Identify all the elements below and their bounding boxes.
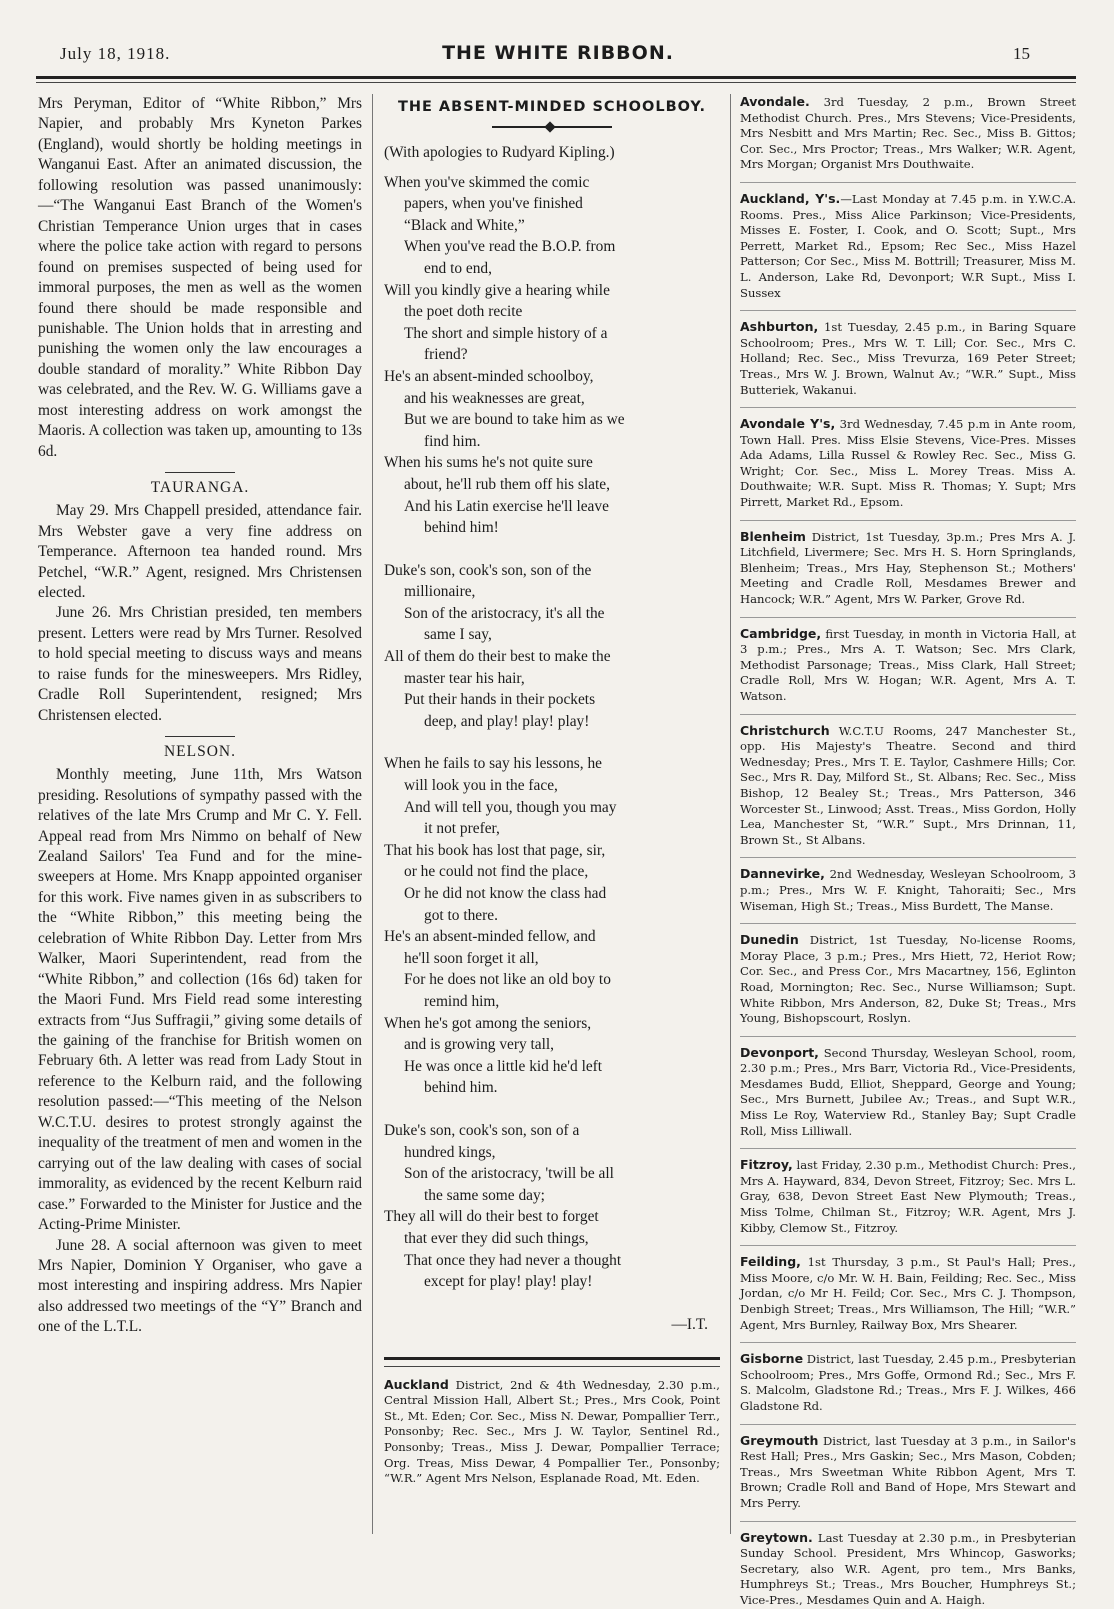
entry-divider: [740, 310, 1076, 311]
entry-divider: [740, 182, 1076, 183]
poem-line: The short and simple history of a: [404, 324, 608, 342]
poem-line: Duke's son, cook's son, son of a: [384, 1121, 580, 1139]
branch-entry: [740, 866, 1076, 914]
poem-line: about, he'll rub them off his slate,: [404, 475, 610, 493]
page-header: [38, 36, 1078, 70]
branch-entry: [740, 191, 1076, 301]
entry-divider: [740, 1424, 1076, 1425]
poem-line: will look you in the face,: [404, 777, 558, 795]
entry-divider: [740, 857, 1076, 858]
poem-line: except for play! play! play!: [424, 1273, 593, 1291]
branch-details: 3rd Wednesday, 7.45 p.m in Ante room, Town Hall. Pres. Miss Elsie Stevens, Vice-Pres. Misses Ada Adams, Lilla Russel & Rowley Rec. Sec., Miss G. Wright; Cor. Sec., Miss L. Morey Treas. Miss A. Douthwaite; W.R. Supt. Miss R. Thomas; Y. Supt; Mrs Pirrett, Market Rd., Epsom.: [740, 417, 1077, 510]
branch-name: Gisborne: [740, 1351, 804, 1367]
entry-divider: [740, 1148, 1076, 1149]
section-divider: [165, 472, 235, 473]
branch-details: 2nd Wednesday, Wesleyan Schoolroom, 3 p.m.; Pres., Mrs W. F. Knight, Tahoraiti; Sec., Mrs Wiseman, High St.; Treas., Miss Burdett, The Manse.: [740, 867, 1076, 913]
branch-details: W.C.T.U Rooms, 247 Manchester St., opp. His Majesty's Theatre. Second and third Wednesday; Pres., Mrs T. E. Taylor, Cashmere Hills; Cor. Sec., Mrs R. Day, Milford St., St. Albans; Rec. Sec., Miss Bishop, 12 Bealey St.; Treas., Mrs Patterson, 346 Worcester St., Linwood; Asst. Treas., Miss Gordon, Holly Lea, Manchester St, “W.R.” Supt., Mrs Drinnan, 11, Brown St., St Albans.: [740, 723, 1076, 847]
entry-divider: [740, 520, 1076, 521]
branch-details: 1st Tuesday, 2.45 p.m., in Baring Square Schoolroom; Pres., Mrs W. T. Lill; Cor. Sec., Mrs C. Holland; Rec. Sec., Miss Trevurza, 169 Peter Street; Treas., Mrs W. J. Brown, Walnut Av.; “W.R.” Supt., Miss Butteriek, Wakanui.: [740, 320, 1076, 397]
branch-directory: [740, 94, 1076, 1609]
poem-line: friend?: [424, 346, 468, 364]
branch-name: Avondale Y's,: [740, 416, 836, 432]
branch-directory: [384, 1377, 720, 1487]
branch-entry: [740, 1157, 1076, 1236]
branch-entry: [740, 1351, 1076, 1414]
branch-entry: [740, 723, 1076, 849]
poem-stanza: [384, 560, 720, 733]
section-rule-thin: [384, 1366, 720, 1367]
poem-line: He's an absent-minded schoolboy,: [384, 367, 594, 385]
branch-entry: [740, 1530, 1076, 1609]
poem-stanza: [384, 753, 720, 1099]
poem-stanza: [384, 172, 720, 539]
poem-line: For he does not like an old boy to: [404, 971, 611, 989]
poem-line: end to end,: [424, 259, 492, 277]
branch-entry: [384, 1377, 720, 1487]
poem-line: And will tell you, though you may: [404, 798, 617, 816]
poem-line: Will you kindly give a hearing while: [384, 281, 610, 299]
branch-details: 1st Thursday, 3 p.m., St Paul's Hall; Pres., Miss Moore, c/o Mr. W. H. Bain, Feilding; Rec. Sec., Miss Jordan, c/o Mr H. Feild; Cor. Sec., Mrs C. J. Thompson, Denbigh Street; Treas., Mrs Williamson, The Hill; “W.R.” Agent, Mrs Burnley, Railway Box, Mrs Shearer.: [740, 1255, 1076, 1332]
branch-entry: [740, 626, 1076, 705]
ornament-rule: [492, 126, 612, 128]
branch-name: Christchurch: [740, 722, 830, 738]
branch-entry: [740, 529, 1076, 608]
column-middle: [384, 94, 720, 1544]
poem-line: That his book has lost that page, sir,: [384, 841, 606, 859]
poem-line: Duke's son, cook's son, son of the: [384, 561, 592, 579]
article-paragraph: June 28. A social afternoon was given to meet Mrs Napier, Dominion Y Organiser, who gave a most interesting and inspiring address. Mrs Napier also addressed two meetings of the “Y” Branch and one of the L.T.L.: [38, 1236, 362, 1336]
branch-details: first Tuesday, in month in Victoria Hall, at 3 p.m.; Pres., Mrs A. T. Watson; Sec. Mrs Clark, Methodist Parsonage; Treas., Miss Clark, Hall Street; Cradle Roll, Mrs W. Hogan; W.R. Agent, Mrs A. T. Watson.: [740, 626, 1076, 703]
branch-entry: [740, 319, 1076, 398]
poem-line: he'll soon forget it all,: [404, 949, 539, 967]
poem-line: All of them do their best to make the: [384, 648, 611, 666]
branch-name: Dannevirke,: [740, 866, 825, 882]
branch-details: District, 1st Tuesday, 3p.m.; Pres Mrs A. J. Litchfield, Livermere; Sec. Mrs H. S. Horn Springlands, Blenheim; Treas., Mrs Hay, Stephenson St.; Mothers' Meeting and Cradle Roll, Mesdames Brewer and Hancock; W.R.” Agent, Mrs W. Parker, Grove Rd.: [740, 529, 1076, 607]
section-divider: [165, 736, 235, 737]
section-heading-tauranga: TAURANGA.: [150, 479, 250, 497]
section-rule: [384, 1357, 720, 1360]
branch-name: Dunedin: [740, 932, 799, 948]
branch-details: Last Tuesday at 2.30 p.m., in Presbyterian Sunday School. President, Mrs Whincop, Gasworks; Secretary, also W.R. Agent, pro tem., Mrs Banks, Humphreys St.; Treas., Mrs Boucher, Humphreys St.; Vice-Pres., Mesdames Quin and A. Haigh.: [740, 1530, 1076, 1607]
poem-signature: —I.T.: [671, 1315, 708, 1333]
branch-entry: [740, 94, 1076, 173]
entry-divider: [740, 1036, 1076, 1037]
branch-name: Auckland, Y's.: [740, 190, 841, 206]
column-left: [38, 94, 362, 1544]
branch-name: Cambridge,: [740, 625, 822, 641]
article-paragraph: Mrs Peryman, Editor of “White Ribbon,” Mrs Napier, and probably Mrs Kyneton Parkes (England), would shortly be holding meetings in Wanganui East. After an animated discussion, the following resolution was passed unanimously:—“The Wanganui East Branch of the Women's Christian Temperance Union urges that in cases where the police take action with regard to persons found on premises suspected of being used for immoral purposes, the men as well as the women found there should be made responsible and punishable. The Union holds that in arresting and punishing the women only the law encourages a double standard of morality.” White Ribbon Day was celebrated, and the Rev. W. G. Williams gave a most interesting address on work amongst the Maoris. A collection was taken up, amounting to 13s 6d.: [38, 95, 363, 460]
branch-name: Feilding,: [740, 1254, 801, 1270]
poem-line: When you've skimmed the comic: [384, 173, 590, 191]
branch-details: District, last Tuesday, 2.45 p.m., Presbyterian Schoolroom; Pres., Mrs Goffe, Ormond Rd.; Sec., Mrs F. S. Malcolm, Gladstone Rd.; Treas., Mrs F. J. Wilkes, 466 Gladstone Rd.: [740, 1352, 1076, 1413]
poem-stanzas: [384, 172, 720, 1293]
branch-details: District, last Tuesday at 3 p.m., in Sailor's Rest Hall; Pres., Mrs Gaskin; Sec., Mrs Mason, Cobden; Treas., Mrs Sweetman White Ribbon Agent, Mrs T. Brown; Cradle Roll and Band of Hope, Mrs Stewart and Mrs Perry.: [740, 1433, 1076, 1510]
poem-line: the same some day;: [424, 1186, 545, 1204]
poem: [384, 142, 720, 1335]
publication-title: THE WHITE RIBBON.: [442, 42, 674, 64]
poem-line: Son of the aristocracy, 'twill be all: [404, 1165, 614, 1183]
article-paragraph: May 29. Mrs Chappell presided, attendance fair. Mrs Webster gave a very fine address on Temperance. Afternoon tea handed round. Mrs Petchel, “W.R.” Agent, resigned. Mrs Christensen elected.: [38, 502, 362, 601]
column-right: [740, 94, 1077, 1607]
branch-name: Devonport,: [740, 1044, 819, 1060]
branch-details: —Last Monday at 7.45 p.m. in Y.W.C.A. Rooms. Pres., Miss Alice Parkinson; Vice-Presidents, Misses E. Foster, I. Cook, and O. Scott; Supt., Mrs Perrett, Market Rd., Epsom; Rec Sec., Miss Hazel Patterson; Cor Sec., Miss M. Bottrill; Treasurer, Miss M. L. Anderson, Lake Rd, Devonport; W.R Supt., Miss I. Sussex: [740, 191, 1077, 300]
poem-line: When his sums he's not quite sure: [384, 454, 593, 472]
poem-line: or he could not find the place,: [404, 863, 589, 881]
poem-line: deep, and play! play! play!: [424, 712, 590, 730]
poem-line: “Black and White,”: [404, 216, 525, 234]
poem-line: remind him,: [424, 992, 500, 1010]
poem-line: That once they had never a thought: [404, 1251, 622, 1269]
poem-title: THE ABSENT-MINDED SCHOOLBOY.: [397, 99, 707, 115]
entry-divider: [740, 923, 1076, 924]
poem-line: that ever they did such things,: [404, 1229, 589, 1247]
branch-name: Greytown.: [740, 1529, 813, 1545]
poem-line: Or he did not know the class had: [404, 885, 607, 902]
poem-line: it not prefer,: [424, 820, 500, 838]
poem-line: find him.: [424, 432, 481, 450]
section-heading-nelson: NELSON.: [163, 743, 236, 761]
entry-divider: [740, 1342, 1076, 1343]
branch-name: Blenheim: [740, 528, 806, 544]
poem-line: millionaire,: [404, 583, 476, 601]
poem-line: hundred kings,: [404, 1143, 496, 1161]
poem-line: When he fails to say his lessons, he: [384, 755, 602, 773]
branch-details: District, 2nd & 4th Wednesday, 2.30 p.m., Central Mission Hall, Albert St.; Pres., Mrs Cook, Point St., Mt. Eden; Cor. Sec., Miss N. Dewar, Pompallier Terr., Ponsonby; Rec. Sec., Mrs J. W. Taylor, Sentinel Rd., Ponsonby; Treas., Miss J. Dewar, Pompallier Terrace; Org. Treas, Miss Dewar, 4 Pompallier Ter., Ponsonby; “W.R.” Agent Mrs Nelson, Esplanade Road, Mt. Eden.: [384, 1377, 720, 1486]
poem-subtitle: (With apologies to Rudyard Kipling.): [384, 144, 615, 161]
poem-line: got to there.: [424, 906, 498, 924]
branch-details: last Friday, 2.30 p.m., Methodist Church: Pres., Mrs A. Hayward, 834, Devon Street, Fitzroy; Sec. Mrs L. Gray, 638, Devon Street East New Plymouth; Treas., Miss Tolme, Chilman St., Fitzroy; W.R. Agent, Mrs J. Kibby, Clemow St., Fitzroy.: [740, 1158, 1076, 1235]
article-paragraph: June 26. Mrs Christian presided, ten members present. Letters were read by Mrs Turner. Resolved to hold special meeting to discuss ways and means to raise funds for the minesweepers. Mrs Ridley, Cradle Roll Superintendent, resigned; Mrs Christensen elected.: [38, 604, 362, 724]
branch-details: Second Thursday, Wesleyan School, room, 2.30 p.m.; Pres., Mrs Barr, Victoria Rd., Vice-Presidents, Mesdames Budd, Elliot, Sheppard, George and Young; Sec., Mrs Burnett, Jubilee Av.; Treas., and Supt W.R., Miss Le Roy, Waterview Rd., Stanley Bay; Supt Cradle Roll, Miss Lilliwall.: [740, 1045, 1076, 1138]
poem-line: He was once a little kid he'd left: [404, 1057, 603, 1075]
poem-line: When he's got among the seniors,: [384, 1014, 592, 1032]
poem-line: same I say,: [424, 626, 492, 644]
branch-name: Ashburton,: [740, 319, 819, 335]
poem-line: the poet doth recite: [404, 303, 523, 321]
entry-divider: [740, 714, 1076, 715]
entry-divider: [740, 1521, 1076, 1522]
branch-entry: [740, 1433, 1076, 1512]
poem-line: and is growing very tall,: [404, 1036, 555, 1054]
branch-name: Avondale.: [740, 94, 810, 109]
column-divider: [372, 94, 373, 1534]
column-divider: [730, 94, 731, 1534]
poem-line: papers, when you've finished: [404, 195, 583, 213]
poem-line: He's an absent-minded fellow, and: [384, 928, 596, 946]
poem-line: Put their hands in their pockets: [404, 691, 596, 709]
issue-date: July 18, 1918.: [60, 44, 171, 63]
poem-line: And his Latin exercise he'll leave: [404, 497, 609, 515]
poem-line: and his weaknesses are great,: [404, 389, 585, 407]
branch-entry: [740, 416, 1076, 511]
branch-entry: [740, 1045, 1076, 1140]
branch-name: Fitzroy,: [740, 1157, 793, 1173]
poem-line: behind him.: [424, 1079, 498, 1097]
article-paragraph: Monthly meeting, June 11th, Mrs Watson presiding. Resolutions of sympathy passed with the relatives of the late Mrs Crump and Mr C. Y. Fell. Appeal read from Mrs Nimmo on behalf of New Zealand Sailors' Tea Fund and for the mine-sweepers at Home. Mrs Knapp appointed organiser for this work. Five names given in as subscribers to the “White Ribbon,” this meeting being the celebration of White Ribbon Day. Letter from Mrs Walker, Maori Superintendent, read from the “White Ribbon,” and collection (16s 6d) taken for the Maori Fund. Mrs Field read some interesting extracts from “Jus Suffragii,” giving some details of the gaining of the franchise for British women on February 6th. A letter was read from Lady Stout in reference to the Kelburn raid, and the following resolution passed:—“This meeting of the Nelson W.C.T.U. desires to protest strongly against the inequality of the treatment of men and women in the carrying out of the law dealing with cases of social immorality, as evidenced by the recent Kelburn raid case.” Forwarded to the Minister for Justice and the Acting-Prime Minister.: [38, 766, 362, 1234]
poem-line: When you've read the B.O.P. from: [404, 238, 616, 256]
poem-stanza: [384, 1120, 720, 1293]
entry-divider: [740, 407, 1076, 408]
branch-entry: [740, 1254, 1076, 1333]
branch-name: Greymouth: [740, 1432, 819, 1448]
poem-line: behind him!: [424, 519, 499, 537]
entry-divider: [740, 617, 1076, 618]
page-number: 15: [1013, 44, 1030, 63]
poem-line: But we are bound to take him as we: [404, 411, 625, 429]
header-rule: [36, 76, 1076, 79]
branch-details: 3rd Tuesday, 2 p.m., Brown Street Methodist Church. Pres., Mrs Stevens; Vice-Presidents, Mrs Nesbitt and Mrs Martin; Rec. Sec., Miss B. Gittos; Cor. Sec., Mrs Proctor; Treas., Mrs Walker; W.R. Agent, Mrs Morgan; Organist Mrs Douthwaite.: [740, 95, 1076, 172]
branch-entry: [740, 932, 1076, 1027]
header-rule-thin: [36, 82, 1076, 83]
poem-line: master tear his hair,: [404, 669, 525, 687]
entry-divider: [740, 1245, 1076, 1246]
branch-name: Auckland: [384, 1376, 449, 1392]
poem-line: Son of the aristocracy, it's all the: [404, 604, 605, 622]
poem-line: They all will do their best to forget: [384, 1208, 599, 1226]
branch-details: District, 1st Tuesday, No-license Rooms, Moray Place, 3 p.m.; Pres., Mrs Hiett, 72, Heriot Row; Cor. Sec., and Press Cor., Mrs Macartney, 156, Eglinton Road, Mornington; Rec. Sec., Nurse Williamson; Supt. White Ribbon, Mrs Anderson, 82, Duke St; Treas., Mrs Young, Bishopscourt, Roslyn.: [740, 933, 1076, 1026]
